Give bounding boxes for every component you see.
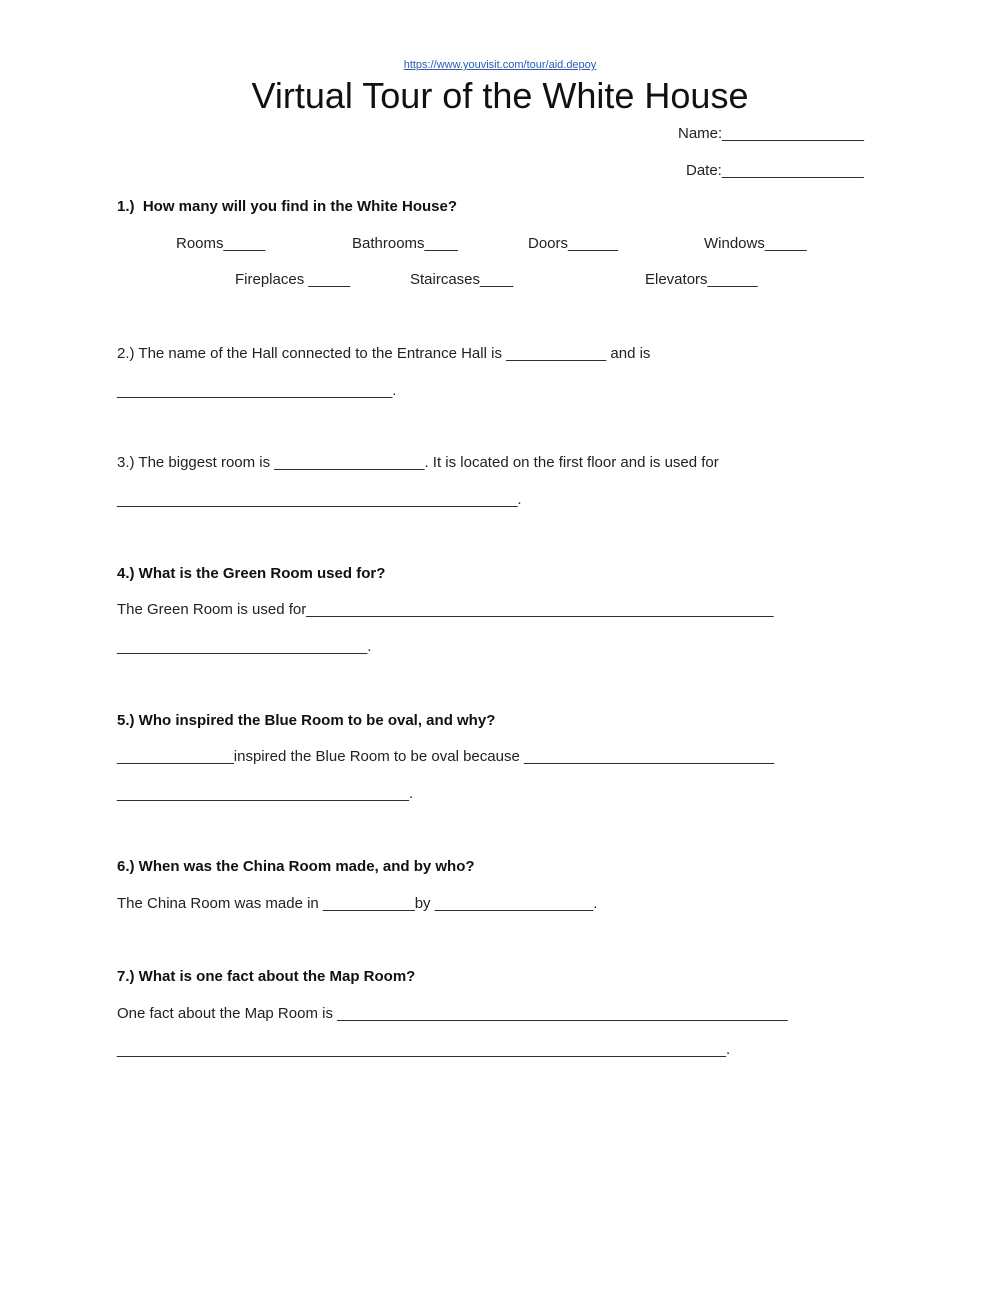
question-7-heading: 7.) What is one fact about the Map Room? <box>117 968 416 985</box>
question-3-line-1[interactable]: 3.) The biggest room is __________________. It is located on the first floor and is used for <box>117 454 719 471</box>
doors-blank[interactable]: Doors______ <box>528 235 619 252</box>
question-5-line-2[interactable]: ___________________________________. <box>117 785 414 802</box>
question-7-line-2[interactable]: _________________________________________________________________________. <box>117 1041 731 1058</box>
question-4-line-1[interactable]: The Green Room is used for________________________________________________________ <box>117 601 774 618</box>
question-2-line-2[interactable]: _________________________________. <box>117 382 397 399</box>
bathrooms-blank[interactable]: Bathrooms____ <box>352 235 458 252</box>
page-title: Virtual Tour of the White House <box>251 75 749 116</box>
tour-link[interactable]: https://www.youvisit.com/tour/aid.depoy <box>403 59 597 71</box>
question-6-heading: 6.) When was the China Room made, and by who? <box>117 858 475 875</box>
elevators-blank[interactable]: Elevators______ <box>645 271 758 288</box>
staircases-blank[interactable]: Staircases____ <box>410 271 514 288</box>
question-4-line-2[interactable]: ______________________________. <box>117 638 372 655</box>
windows-blank[interactable]: Windows_____ <box>704 235 807 252</box>
question-2-line-1[interactable]: 2.) The name of the Hall connected to the Entrance Hall is ____________ and is <box>117 345 651 362</box>
question-7-line-1[interactable]: One fact about the Map Room is ______________________________________________________ <box>117 1005 788 1022</box>
rooms-blank[interactable]: Rooms_____ <box>176 235 266 252</box>
question-6-line-1[interactable]: The China Room was made in ___________by ___________________. <box>117 895 598 912</box>
date-field[interactable]: Date:_________________ <box>686 162 864 179</box>
question-5-line-1[interactable]: ______________inspired the Blue Room to be oval because ______________________________ <box>117 748 775 765</box>
question-5-heading: 5.) Who inspired the Blue Room to be oval, and why? <box>117 712 496 729</box>
name-field[interactable]: Name:_________________ <box>678 125 864 142</box>
fireplaces-blank[interactable]: Fireplaces _____ <box>235 271 351 288</box>
question-4-heading: 4.) What is the Green Room used for? <box>117 565 386 582</box>
question-3-line-2[interactable]: ________________________________________________. <box>117 491 522 508</box>
question-1-heading: 1.) How many will you find in the White House? <box>117 198 458 215</box>
